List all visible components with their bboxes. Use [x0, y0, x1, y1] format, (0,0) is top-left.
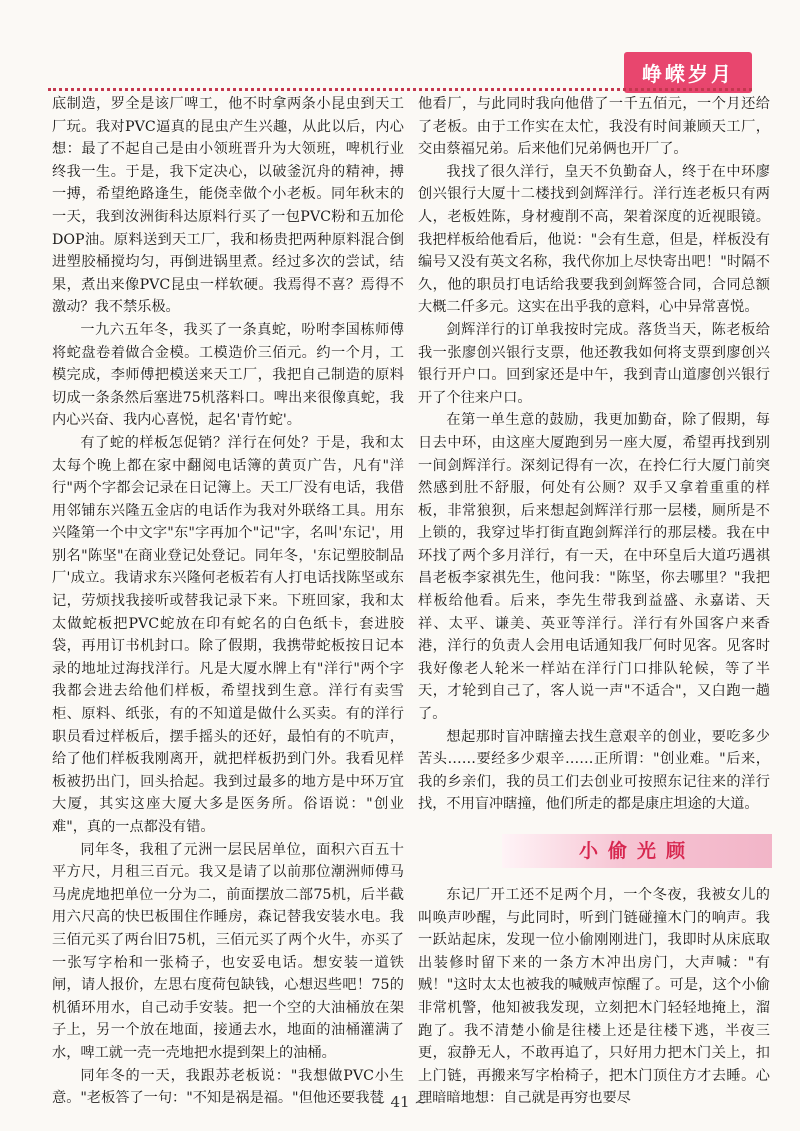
paragraph: 剑辉洋行的订单我按时完成。落货当天，陈老板给我一张廖创兴银行支票，他还教我如何将支票到廖创兴银行开户口。回到家还是中午，我到青山道廖创兴银行开了个往来户口。: [418, 321, 770, 406]
paragraph: 想起那时盲冲瞎撞去找生意艰辛的创业，要吃多少苦头……要经多少艰辛……正所谓："创业难。"后来，我的乡亲们，我的员工们去创业可按照东记往来的洋行找，不用盲冲瞎撞，他们所走的都是康庄坦途的大道。: [418, 728, 770, 813]
paragraph: 他看厂，与此同时我向他借了一千五佰元，一个月还给了老板。由于工作实在太忙，我没有时间兼顾天工厂，交由蔡福兄弟。后来他们兄弟俩也开厂了。: [418, 96, 770, 158]
header-divider: [48, 88, 752, 91]
paragraph: 同年冬，我租了元洲一层民居单位，面积六百五十平方尺，月租三百元。我又是请了以前那位潮洲师傅马马虎虎地把单位一分为二，前面摆放二部75机，后半截用六尺高的快巴板围住作睡房，森记替我安装水电。我三佰元买了两台旧75机，三佰元买了两个火牛，亦买了一张写字枱和一张椅子，也安妥电话。想安装一道铁闸，请人报价，左思右度荷包缺钱，心想迟些吧！75的机循环用水，自己动手安装。把一个空的大油桶放在架子上，另一个放在地面，接通去水，地面的油桶灌满了水，啤工就一壳一壳地把水提到架上的油桶。: [52, 841, 404, 1061]
right-column: [418, 93, 770, 1110]
section-heading: 小偷光顾: [502, 834, 772, 868]
left-column: [52, 93, 404, 1110]
page-number: ~ 41 ~: [373, 1093, 427, 1111]
paragraph: 东记厂开工还不足两个月，一个冬夜，我被女儿的叫唤声吵醒，与此同时，听到门链碰撞木门的响声。我一跃站起床，发现一位小偷刚刚进门，我即时从床底取出装修时留下来的一条方木冲出房门，大声喊："有贼！"这时太太也被我的喊贼声惊醒了。可是，这个小偷非常机警，他知被我发现，立刻把木门轻轻地掩上，溜跑了。我不清楚小偷是往楼上还是往楼下逃，半夜三更，寂静无人，不敢再追了，只好用力把木门关上，扣上门链，再搬来写字枱椅子，把木门顶住方才去睡。心理暗暗地想：自己就是再穷也要尽: [418, 887, 770, 1107]
paragraph: 一九六五年冬，我买了一条真蛇，吩咐李国栋师傅将蛇盘卷着做合金模。工模造价三佰元。约一个月，工模完成，李师傅把模送来天工厂，我把自己制造的原料切成一条条然后塞进75机落料口。啤出来很像真蛇，我内心兴奋、我内心喜悦，起名'青竹蛇'。: [52, 321, 404, 429]
paragraph: 在第一单生意的鼓励，我更加勤奋，除了假期，每日去中环，由这座大厦跑到另一座大厦，希望再找到别一间剑辉洋行。深刻记得有一次，在拎仁行大厦门前突然感到肚不舒服，何处有公厕？双手又拿着重重的样板，非常狼狈，后来想起剑辉洋行那一层楼，厕所是不上锁的，我穿过毕打街直跑剑辉洋行的那层楼。我在中环找了两个多月洋行，有一天，在中环皇后大道巧遇祺昌老板李家祺先生，他问我："陈坚，你去哪里？"我把样板给他看。后来，李先生带我到益盛、永嘉诺、天祥、太平、谦美、英亚等洋行。洋行有外国客户来香港，洋行的负责人会用电话通知我厂何时见客。见客时我好像老人轮米一样站在洋行门口排队轮候，等了半天，才轮到自己了，客人说一声"不适合"，又白跑一趟了。: [418, 412, 770, 723]
section-title-badge: 峥嵘岁月: [624, 52, 752, 93]
paragraph: 有了蛇的样板怎促销？洋行在何处？于是，我和太太每个晚上都在家中翻阅电话簿的黄页广告，凡有"洋行"两个字都会记录在日记簿上。天工厂没有电话，我借用邻铺东兴隆五金店的电话作为我对外联络工具。用东兴隆第一个中文字"东"字再加个"记"字，名叫'东记'，用别名"陈坚"在商业登记处登记。同年冬，'东记塑胶制品厂'成立。我请求东兴隆何老板若有人打电话找陈坚或东记，劳烦找我接听或替我记录下来。下班回家，我和太太做蛇板把PVC蛇放在印有蛇名的白色纸卡，套进胶袋，再用订书机封口。除了假期，我携带蛇板按日记本录的地址过海找洋行。凡是大厦水牌上有"洋行"两个字我都会进去给他们样板，希望找到生意。洋行有卖雪柜、原料、纸张，有的不知道是做什么买卖。有的洋行职员看过样板后，摆手摇头的还好，最怕有的不吭声，给了他们样板我刚离开，就把样板扔到门外。我看见样板被扔出门，回头拾起。我到过最多的地方是中环万宜大厦，其实这座大厦大多是医务所。俗语说："创业难"，真的一点都没有错。: [52, 434, 404, 835]
paragraph: 底制造，罗全是该厂啤工，他不时拿两条小昆虫到天工厂玩。我对PVC逼真的昆虫产生兴趣，从此以后，内心想：最了不起自己是由小领班晋升为大领班，啤机行业终我一生。于是，我下定决心，以破釜沉舟的精神，搏一搏，希望绝路逢生，能侥幸做个小老板。同年秋末的一天，我到汝洲街科达原料行买了一包PVC粉和五加伦DOP油。原料送到天工厂，我和杨贵把两种原料混合倒进塑胶桶搅均匀，再倒进锅里煮。经过多次的尝试，结果，煮出来像PVC昆虫一样软硬。我焉得不喜？焉得不激动？我不禁乐极。: [52, 96, 404, 316]
paragraph: 同年冬的一天，我跟苏老板说："我想做PVC小生意。"老板答了一句："不知是祸是福。"但他还要我替: [52, 1067, 404, 1107]
paragraph: 我找了很久洋行，皇天不负勤奋人，终于在中环廖创兴银行大厦十二楼找到剑辉洋行。洋行连老板只有两人，老板姓陈，身材瘦削不高，架着深度的近视眼镜。我把样板给他看后，他说："会有生意，但是，样板没有编号又没有英文名称，我代你加上尽快寄出吧！"时隔不久，他的职员打电话给我要我到剑辉签合同，合同总额大概二仟多元。这实在出乎我的意料，心中异常喜悦。: [418, 163, 770, 316]
